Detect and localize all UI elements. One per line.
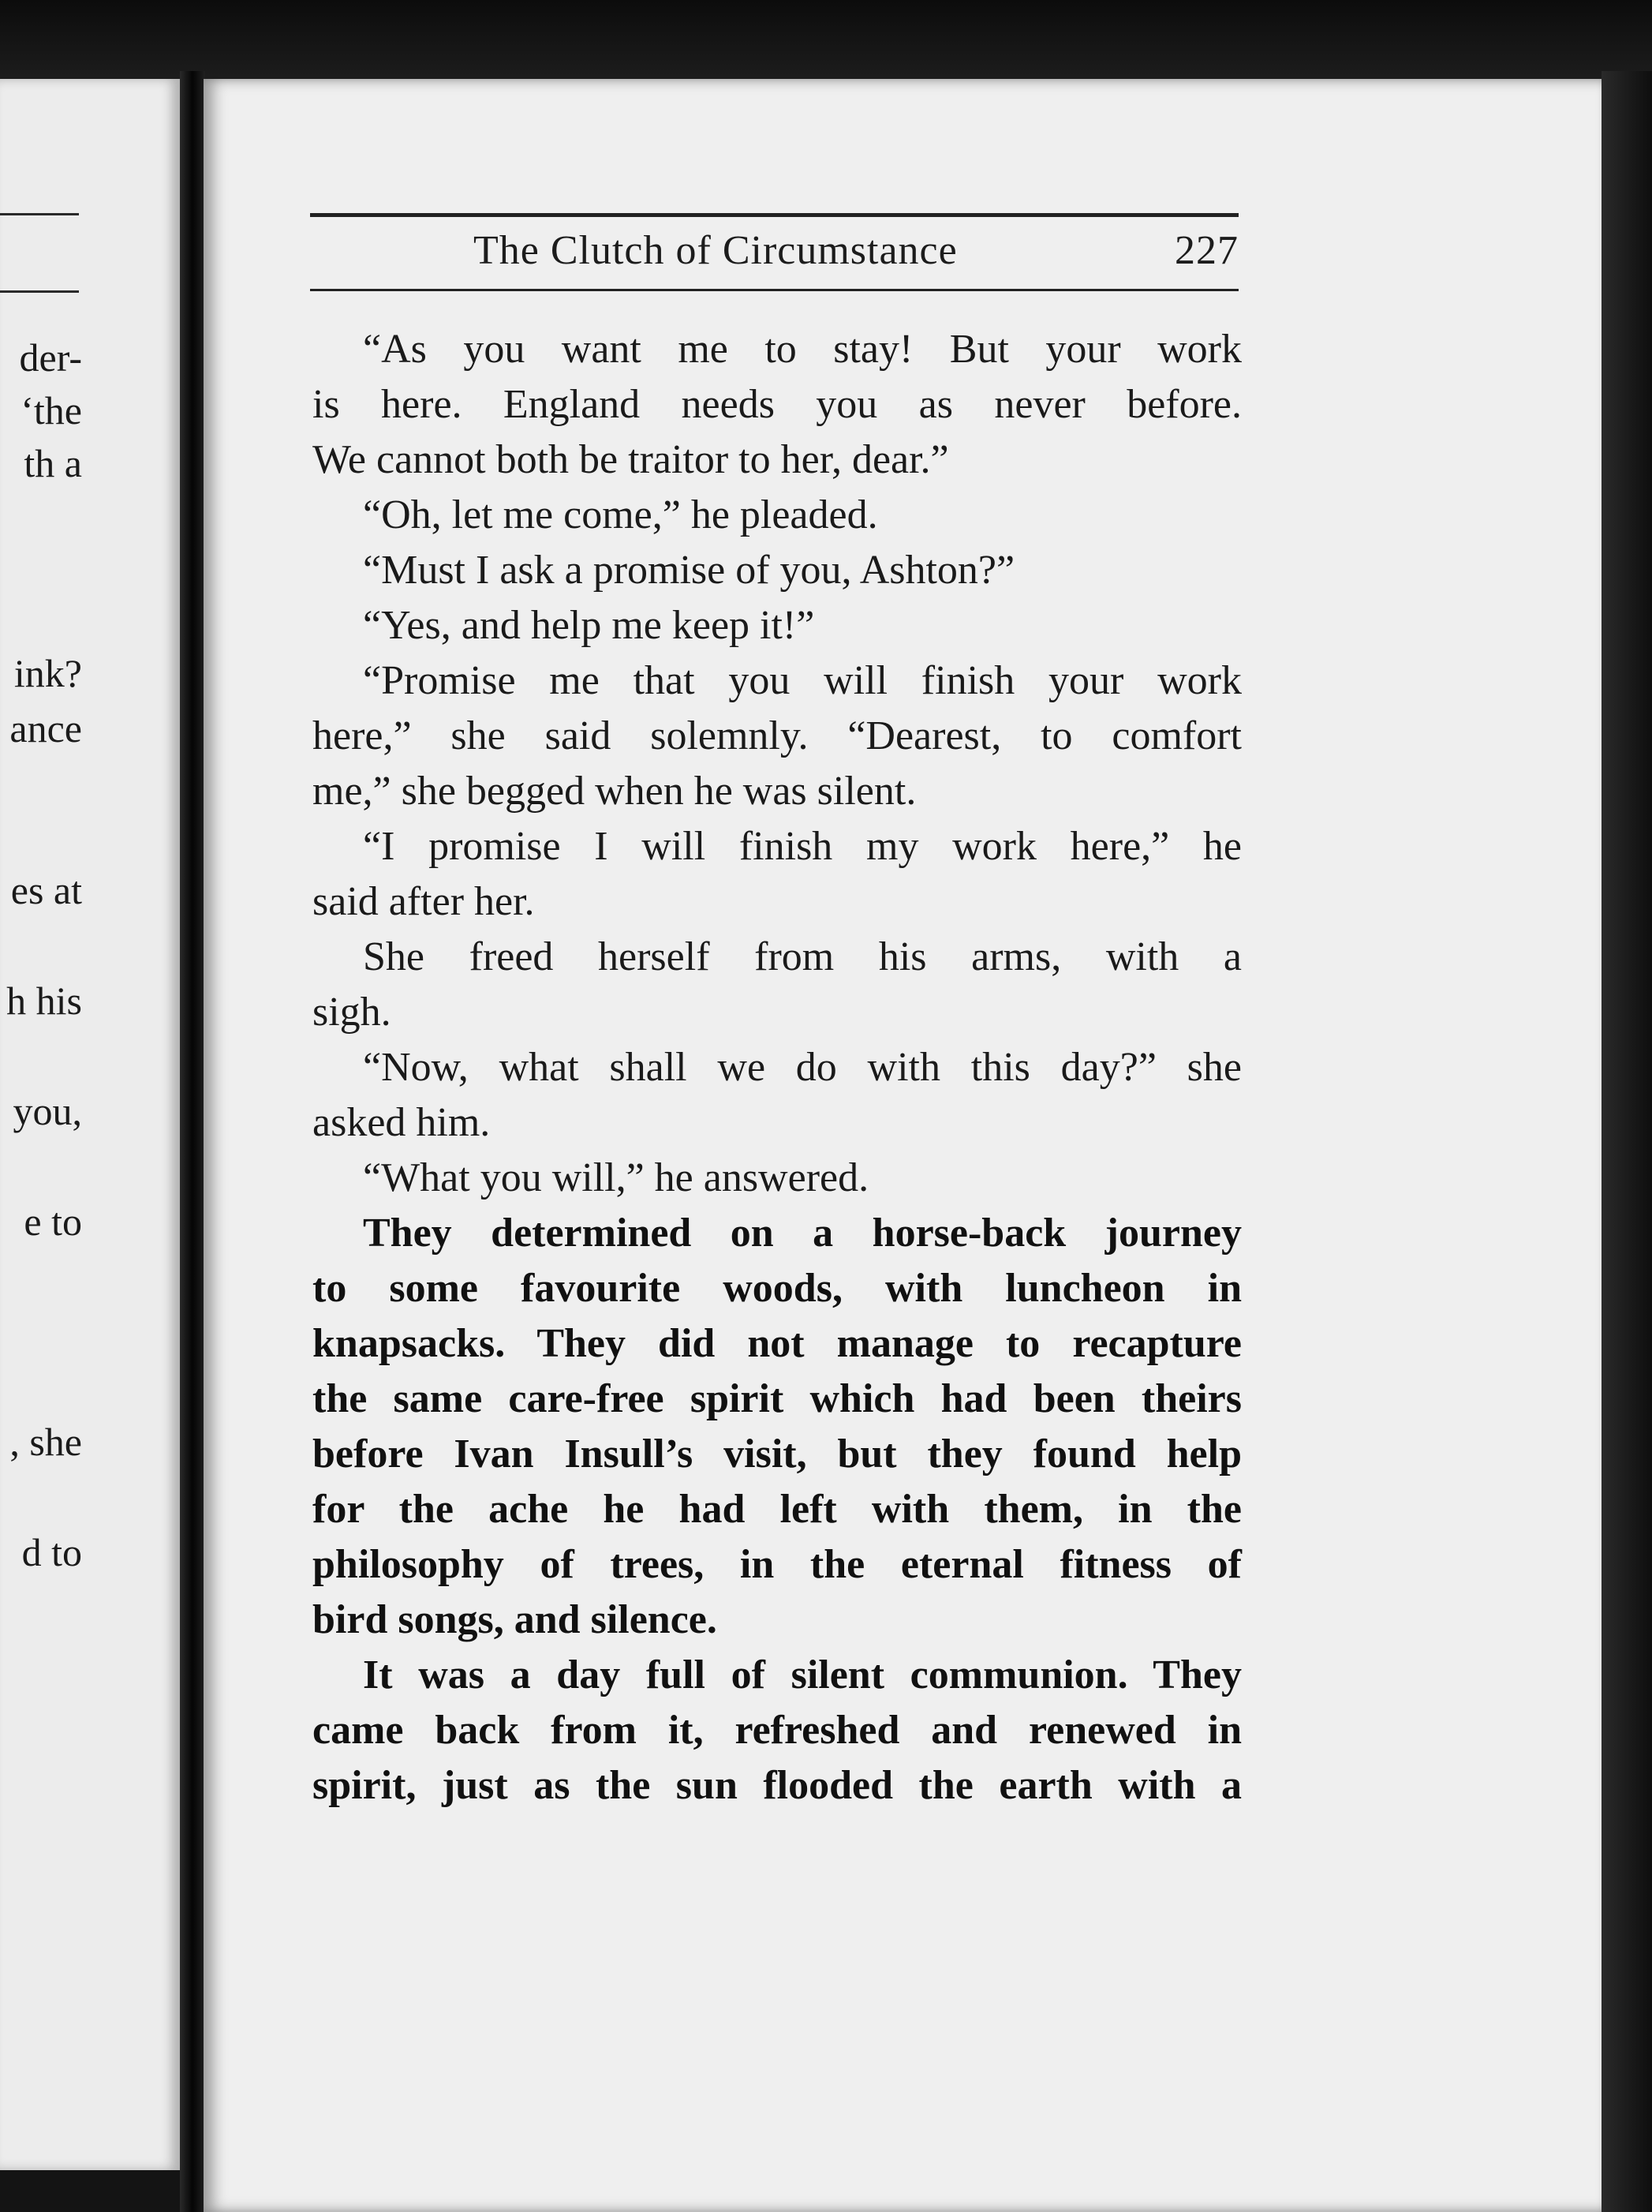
text-line: sigh. [312,990,391,1035]
text-line: “What you will,” he answered. [363,1155,869,1200]
left-page-line: ink? [13,651,82,695]
text-line: “Promise me that you will finish your work [363,658,1242,703]
text-line: We cannot both be traitor to her, dear.” [312,437,949,482]
left-page-line: th a [24,441,82,485]
text-line: me,” she begged when he was silent. [312,769,917,814]
text-line: here,” she said solemnly. “Dearest, to comfort [312,713,1242,758]
text-line: is here. England needs you as never before. [312,382,1242,427]
page-number: 227 [1175,228,1239,273]
scan-top-border [0,0,1652,87]
text-line: “Yes, and help me keep it!” [363,603,815,648]
left-page-line: ance [9,706,82,750]
text-line: She freed herself from his arms, with a [363,934,1242,979]
left-page-line: d to [21,1530,82,1574]
left-page-line: es at [10,868,82,912]
text-line: “As you want me to stay! But your work [363,327,1242,372]
text-line: bird songs, and silence. [312,1597,717,1642]
scan-right-border [1602,71,1652,2212]
text-line: philosophy of trees, in the eternal fitness of [312,1542,1242,1587]
left-page-top-rule [0,213,79,215]
text-line: spirit, just as the sun flooded the earth with a [312,1763,1242,1808]
text-line: before Ivan Insull’s visit, but they found help [312,1432,1242,1477]
text-line: knapsacks. They did not manage to recapture [312,1321,1242,1366]
text-line: asked him. [312,1100,491,1145]
page-body [312,322,1242,1813]
book-gutter [180,71,205,2212]
left-page-line: der- [19,335,82,380]
left-page-header-rule [0,290,79,293]
text-line: for the ache he had left with them, in the [312,1487,1242,1532]
running-title: The Clutch of Circumstance [473,228,958,273]
text-line: the same care-free spirit which had been theirs [312,1376,1242,1421]
left-page-line: e to [24,1200,82,1244]
left-page-line: h his [6,979,82,1023]
left-page-line: you, [13,1089,82,1133]
text-line: “I promise I will finish my work here,” he [363,824,1242,869]
running-head [473,227,1239,275]
text-line: “Must I ask a promise of you, Ashton?” [363,548,1015,593]
left-page-line: , she [9,1420,82,1464]
left-facing-page [0,79,180,2170]
header-top-rule [310,213,1239,217]
text-line: said after her. [312,879,535,924]
header-bottom-rule [310,289,1239,291]
text-line: They determined on a horse-back journey [363,1211,1242,1256]
text-line: came back from it, refreshed and renewed in [312,1708,1242,1753]
text-line: “Now, what shall we do with this day?” she [363,1045,1242,1090]
text-line: “Oh, let me come,” he pleaded. [363,492,878,537]
left-page-line: ‘the [21,388,82,432]
text-line: to some favourite woods, with luncheon in [312,1266,1242,1311]
text-line: It was a day full of silent communion. They [363,1652,1242,1697]
